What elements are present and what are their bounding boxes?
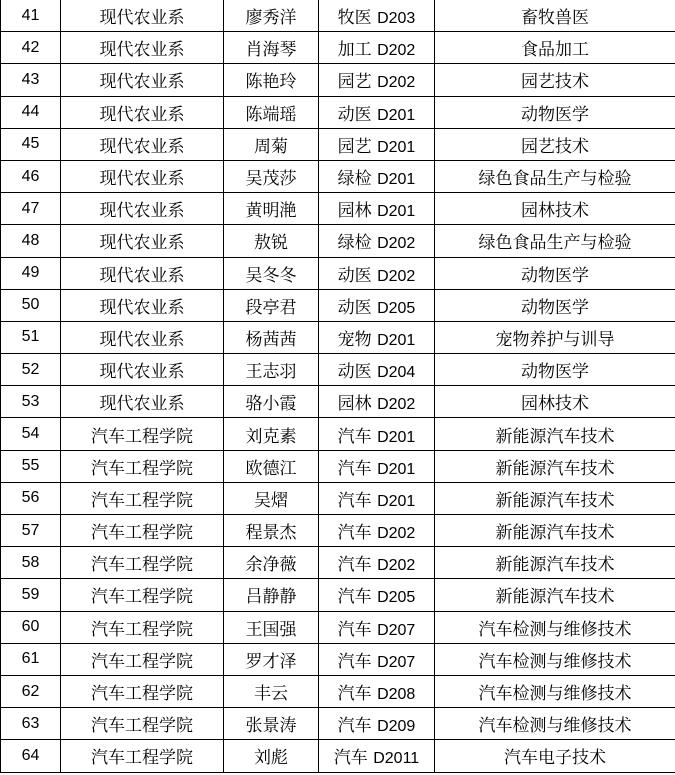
row-number: 61 xyxy=(1,643,61,675)
department-cell: 汽车工程学院 xyxy=(61,675,224,707)
department-cell: 汽车工程学院 xyxy=(61,643,224,675)
row-number: 62 xyxy=(1,675,61,707)
class-code: D202 xyxy=(377,525,416,543)
row-number: 59 xyxy=(1,579,61,611)
class-code: D2011 xyxy=(373,750,420,768)
class-code: D201 xyxy=(377,138,416,156)
class-cell xyxy=(319,515,435,547)
class-prefix: 动医 xyxy=(337,297,372,318)
class-code: D207 xyxy=(377,621,416,639)
table-row xyxy=(1,160,675,192)
row-number: 54 xyxy=(1,418,61,450)
student-name-cell: 丰云 xyxy=(224,675,319,707)
class-prefix: 汽车 xyxy=(333,748,368,769)
class-prefix: 绿检 xyxy=(337,233,372,254)
class-code: D202 xyxy=(377,74,416,92)
department-cell: 现代农业系 xyxy=(61,32,224,64)
table-row xyxy=(1,128,675,160)
major-cell: 汽车检测与维修技术 xyxy=(435,675,675,707)
class-code: D202 xyxy=(377,235,416,253)
class-cell xyxy=(319,193,435,225)
department-cell: 现代农业系 xyxy=(61,64,224,96)
major-cell: 新能源汽车技术 xyxy=(435,579,675,611)
department-cell: 现代农业系 xyxy=(61,128,224,160)
student-name-cell: 吴茂莎 xyxy=(224,160,319,192)
table-row xyxy=(1,354,675,386)
class-prefix: 动医 xyxy=(337,265,372,286)
class-cell xyxy=(319,611,435,643)
class-code: D201 xyxy=(377,428,416,446)
table-row xyxy=(1,321,675,353)
class-code: D201 xyxy=(377,106,416,124)
student-name-cell: 罗才泽 xyxy=(224,643,319,675)
class-cell xyxy=(319,450,435,482)
table-row xyxy=(1,0,675,32)
row-number: 64 xyxy=(1,740,61,772)
table-row xyxy=(1,257,675,289)
class-prefix: 园林 xyxy=(337,201,372,222)
student-name-cell: 黄明滟 xyxy=(224,193,319,225)
class-cell xyxy=(319,418,435,450)
class-prefix: 汽车 xyxy=(337,587,372,608)
class-code: D205 xyxy=(377,299,416,317)
class-cell xyxy=(319,675,435,707)
class-cell xyxy=(319,579,435,611)
class-cell xyxy=(319,643,435,675)
row-number: 50 xyxy=(1,289,61,321)
class-code: D201 xyxy=(377,203,416,221)
student-name-cell: 张景涛 xyxy=(224,708,319,740)
class-code: D201 xyxy=(377,171,416,189)
department-cell: 现代农业系 xyxy=(61,386,224,418)
class-cell xyxy=(319,128,435,160)
class-cell xyxy=(319,354,435,386)
student-name-cell: 吴熠 xyxy=(224,482,319,514)
student-name-cell: 杨茜茜 xyxy=(224,321,319,353)
class-cell xyxy=(319,321,435,353)
roster-body xyxy=(1,0,675,772)
major-cell: 新能源汽车技术 xyxy=(435,515,675,547)
student-name-cell: 程景杰 xyxy=(224,515,319,547)
student-name-cell: 王国强 xyxy=(224,611,319,643)
class-prefix: 园艺 xyxy=(337,72,372,93)
class-prefix: 汽车 xyxy=(337,619,372,640)
major-cell: 园艺技术 xyxy=(435,64,675,96)
table-row xyxy=(1,96,675,128)
class-cell xyxy=(319,482,435,514)
table-row xyxy=(1,675,675,707)
major-cell: 汽车检测与维修技术 xyxy=(435,643,675,675)
department-cell: 现代农业系 xyxy=(61,289,224,321)
student-name-cell: 肖海琴 xyxy=(224,32,319,64)
major-cell: 新能源汽车技术 xyxy=(435,482,675,514)
major-cell: 食品加工 xyxy=(435,32,675,64)
class-code: D205 xyxy=(377,589,416,607)
department-cell: 现代农业系 xyxy=(61,257,224,289)
row-number: 41 xyxy=(1,0,61,32)
class-prefix: 汽车 xyxy=(337,523,372,544)
student-name-cell: 吕静静 xyxy=(224,579,319,611)
major-cell: 汽车电子技术 xyxy=(435,740,675,772)
table-row xyxy=(1,193,675,225)
class-code: D202 xyxy=(377,396,416,414)
class-code: D207 xyxy=(377,653,416,671)
table-row xyxy=(1,225,675,257)
department-cell: 现代农业系 xyxy=(61,96,224,128)
class-cell xyxy=(319,225,435,257)
major-cell: 新能源汽车技术 xyxy=(435,418,675,450)
department-cell: 汽车工程学院 xyxy=(61,740,224,772)
department-cell: 现代农业系 xyxy=(61,321,224,353)
table-row xyxy=(1,708,675,740)
department-cell: 汽车工程学院 xyxy=(61,611,224,643)
row-number: 42 xyxy=(1,32,61,64)
major-cell: 新能源汽车技术 xyxy=(435,450,675,482)
row-number: 55 xyxy=(1,450,61,482)
class-cell xyxy=(319,547,435,579)
class-code: D202 xyxy=(377,557,416,575)
table-row xyxy=(1,643,675,675)
class-code: D204 xyxy=(377,364,416,382)
student-name-cell: 陈端瑶 xyxy=(224,96,319,128)
class-prefix: 园林 xyxy=(337,394,372,415)
class-prefix: 汽车 xyxy=(337,458,372,479)
class-prefix: 动医 xyxy=(337,362,372,383)
major-cell: 绿色食品生产与检验 xyxy=(435,225,675,257)
department-cell: 现代农业系 xyxy=(61,0,224,32)
department-cell: 汽车工程学院 xyxy=(61,515,224,547)
row-number: 45 xyxy=(1,128,61,160)
major-cell: 动物医学 xyxy=(435,289,675,321)
student-name-cell: 欧德江 xyxy=(224,450,319,482)
row-number: 47 xyxy=(1,193,61,225)
row-number: 57 xyxy=(1,515,61,547)
table-row xyxy=(1,515,675,547)
class-code: D208 xyxy=(377,686,416,704)
table-row xyxy=(1,611,675,643)
row-number: 56 xyxy=(1,482,61,514)
major-cell: 动物医学 xyxy=(435,257,675,289)
row-number: 63 xyxy=(1,708,61,740)
student-name-cell: 陈艳玲 xyxy=(224,64,319,96)
table-row xyxy=(1,450,675,482)
class-prefix: 牧医 xyxy=(337,8,372,29)
department-cell: 汽车工程学院 xyxy=(61,708,224,740)
class-cell xyxy=(319,0,435,32)
row-number: 43 xyxy=(1,64,61,96)
major-cell: 动物医学 xyxy=(435,96,675,128)
row-number: 52 xyxy=(1,354,61,386)
row-number: 53 xyxy=(1,386,61,418)
student-name-cell: 刘克素 xyxy=(224,418,319,450)
row-number: 58 xyxy=(1,547,61,579)
department-cell: 汽车工程学院 xyxy=(61,450,224,482)
major-cell: 园艺技术 xyxy=(435,128,675,160)
class-cell xyxy=(319,740,435,772)
major-cell: 动物医学 xyxy=(435,354,675,386)
table-row xyxy=(1,64,675,96)
student-name-cell: 吴冬冬 xyxy=(224,257,319,289)
row-number: 48 xyxy=(1,225,61,257)
department-cell: 现代农业系 xyxy=(61,160,224,192)
class-code: D202 xyxy=(377,267,416,285)
major-cell: 汽车检测与维修技术 xyxy=(435,611,675,643)
department-cell: 汽车工程学院 xyxy=(61,579,224,611)
department-cell: 现代农业系 xyxy=(61,354,224,386)
department-cell: 现代农业系 xyxy=(61,225,224,257)
class-code: D202 xyxy=(377,42,416,60)
class-cell xyxy=(319,32,435,64)
class-cell xyxy=(319,386,435,418)
major-cell: 汽车检测与维修技术 xyxy=(435,708,675,740)
row-number: 49 xyxy=(1,257,61,289)
table-row xyxy=(1,289,675,321)
class-prefix: 汽车 xyxy=(337,651,372,672)
student-name-cell: 刘彪 xyxy=(224,740,319,772)
row-number: 51 xyxy=(1,321,61,353)
class-code: D209 xyxy=(377,718,416,736)
student-name-cell: 敖锐 xyxy=(224,225,319,257)
class-cell xyxy=(319,289,435,321)
row-number: 60 xyxy=(1,611,61,643)
department-cell: 汽车工程学院 xyxy=(61,482,224,514)
class-cell xyxy=(319,96,435,128)
class-prefix: 汽车 xyxy=(337,426,372,447)
major-cell: 绿色食品生产与检验 xyxy=(435,160,675,192)
table-row xyxy=(1,579,675,611)
class-prefix: 汽车 xyxy=(337,684,372,705)
row-number: 44 xyxy=(1,96,61,128)
student-name-cell: 余净薇 xyxy=(224,547,319,579)
class-prefix: 绿检 xyxy=(337,169,372,190)
department-cell: 汽车工程学院 xyxy=(61,547,224,579)
class-code: D201 xyxy=(377,331,416,349)
class-prefix: 汽车 xyxy=(337,716,372,737)
table-row xyxy=(1,482,675,514)
table-row xyxy=(1,547,675,579)
class-prefix: 动医 xyxy=(337,104,372,125)
student-name-cell: 廖秀洋 xyxy=(224,0,319,32)
class-prefix: 汽车 xyxy=(337,490,372,511)
class-prefix: 加工 xyxy=(337,40,372,61)
class-cell xyxy=(319,257,435,289)
student-name-cell: 骆小霞 xyxy=(224,386,319,418)
class-code: D203 xyxy=(377,10,416,28)
major-cell: 畜牧兽医 xyxy=(435,0,675,32)
department-cell: 汽车工程学院 xyxy=(61,418,224,450)
class-code: D201 xyxy=(377,460,416,478)
major-cell: 宠物养护与训导 xyxy=(435,321,675,353)
student-name-cell: 王志羽 xyxy=(224,354,319,386)
table-row xyxy=(1,740,675,772)
class-prefix: 宠物 xyxy=(337,329,372,350)
class-code: D201 xyxy=(377,492,416,510)
class-prefix: 园艺 xyxy=(337,136,372,157)
table-row xyxy=(1,32,675,64)
class-cell xyxy=(319,160,435,192)
table-row xyxy=(1,418,675,450)
major-cell: 新能源汽车技术 xyxy=(435,547,675,579)
major-cell: 园林技术 xyxy=(435,193,675,225)
major-cell: 园林技术 xyxy=(435,386,675,418)
class-cell xyxy=(319,708,435,740)
table-row xyxy=(1,386,675,418)
student-name-cell: 段亭君 xyxy=(224,289,319,321)
student-name-cell: 周菊 xyxy=(224,128,319,160)
row-number: 46 xyxy=(1,160,61,192)
class-cell xyxy=(319,64,435,96)
class-prefix: 汽车 xyxy=(337,555,372,576)
department-cell: 现代农业系 xyxy=(61,193,224,225)
